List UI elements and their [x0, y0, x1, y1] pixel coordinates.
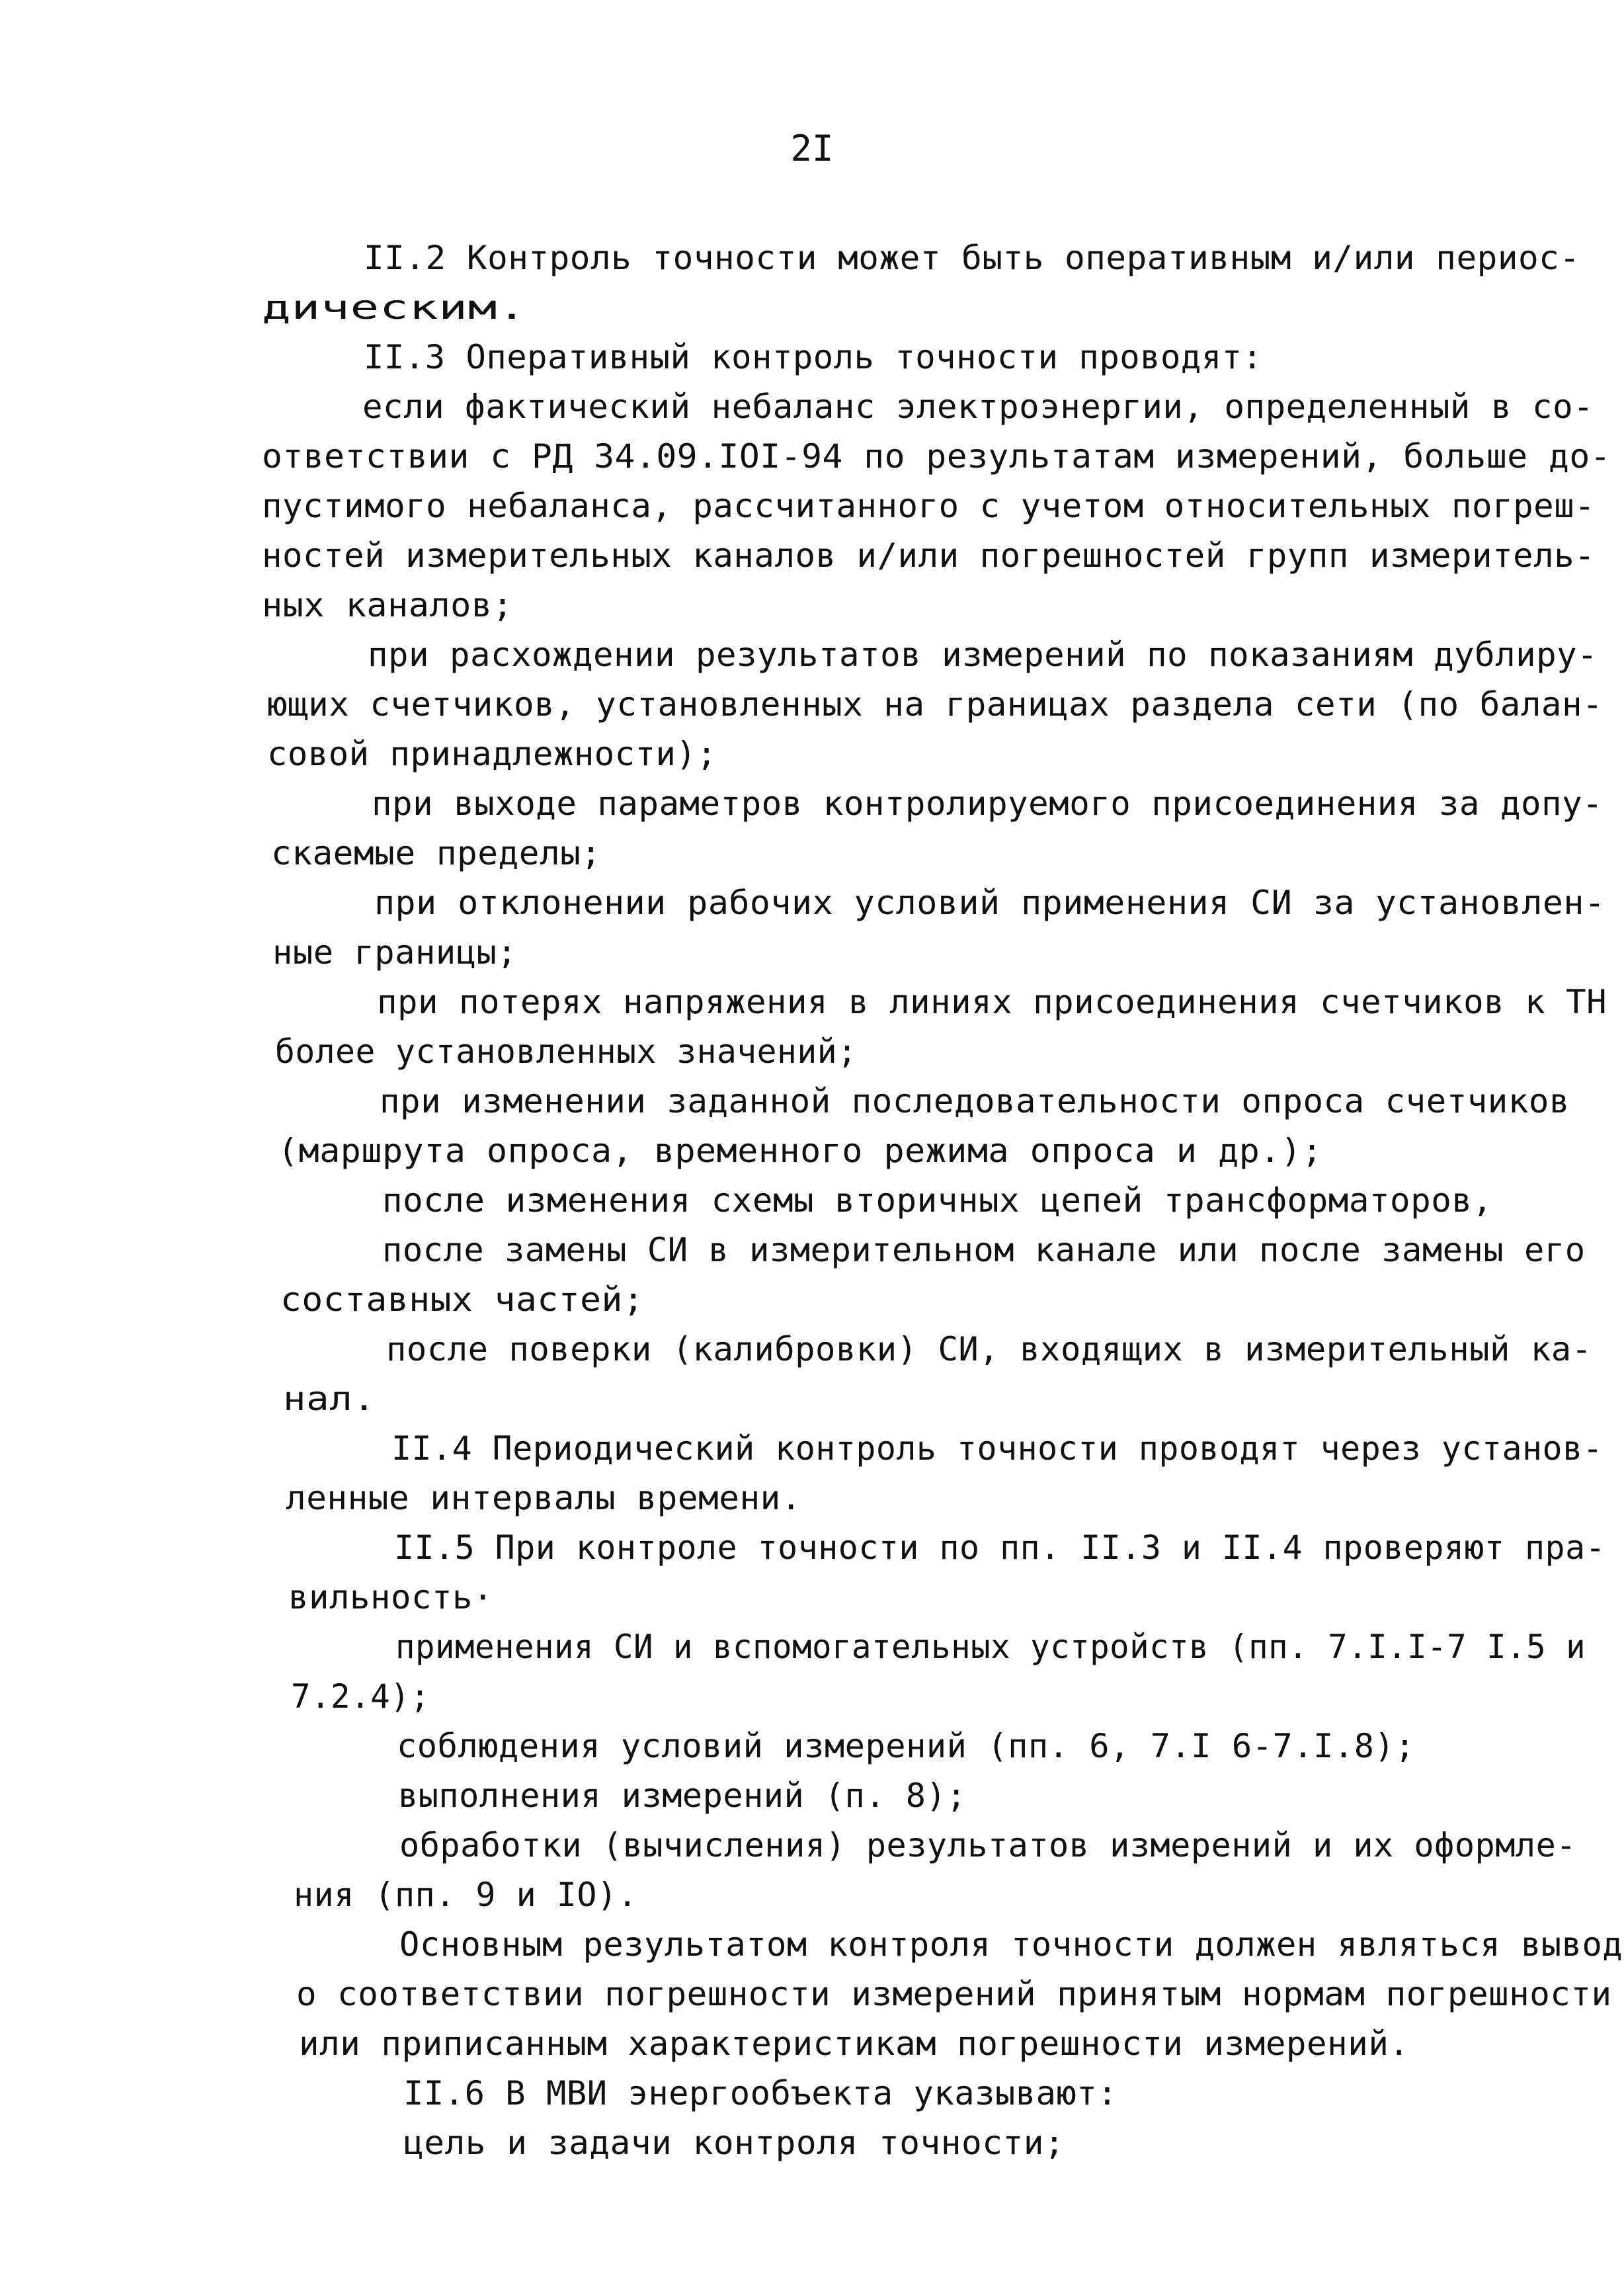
text-line: при выходе параметров контролируемого присоединения за допу- [372, 784, 1604, 823]
text-line: 7.2.4); [291, 1677, 430, 1716]
text-line: ностей измерительных каналов и/или погрешностей групп измеритель- [262, 536, 1596, 575]
text-line: скаемые пределы; [271, 834, 602, 872]
text-line: после замены СИ в измерительном канале или после замены его [382, 1231, 1586, 1269]
text-line: при изменении заданной последовательности опроса счетчиков [380, 1082, 1570, 1120]
text-line: совой принадлежности); [267, 735, 717, 773]
text-line: о соответствии погрешности измерений принятым нормам погрешности [296, 1975, 1612, 2013]
text-line: цель и задачи контроля точности; [403, 2124, 1065, 2162]
text-line: при расхождении результатов измерений по показаниям дублиру- [368, 636, 1598, 674]
text-line: II.3 Оперативный контроль точности проводят: [364, 338, 1263, 376]
text-line: применения СИ и вспомогательных устройств (пп. 7.I.I-7 I.5 и [395, 1628, 1586, 1666]
text-line: при отклонении рабочих условий применения СИ за установлен- [374, 884, 1605, 922]
text-line: II.2 Контроль точности может быть оперативным и/или периоc- [364, 239, 1580, 277]
text-line: нал. [283, 1380, 376, 1418]
text-line: ющих счетчиков, установленных на границах раздела сети (по балан- [267, 685, 1604, 724]
text-line: более установленных значений; [275, 1032, 858, 1071]
text-line: пустимого небаланса, рассчитанного с учетом относительных погреш- [262, 487, 1596, 525]
page-number: 2I [790, 128, 834, 169]
text-line: после изменения схемы вторичных цепей трансформаторов, [382, 1181, 1493, 1220]
text-line: при потерях напряжения в линиях присоединения счетчиков к ТН [377, 983, 1607, 1021]
text-line: II.6 В МВИ энергообъекта указывают: [403, 2074, 1118, 2112]
text-line: если фактический небаланс электроэнергии, определенный в со- [362, 388, 1594, 426]
text-line: II.5 При контроле точности по пп. II.3 и II.4 проверяют пра- [394, 1528, 1606, 1567]
text-line: составных частей; [280, 1280, 645, 1319]
text-line: (маршрута опроса, временного режима опроса и др.); [278, 1132, 1323, 1170]
text-line: вильность· [288, 1578, 494, 1616]
text-line: дическим. [262, 288, 527, 327]
text-line: обработки (вычисления) результатов измерений и их оформле- [399, 1826, 1576, 1864]
text-line: после поверки (калибровки) СИ, входящих в измерительный ка- [386, 1330, 1592, 1368]
text-line: соблюдения условий измерений (пп. 6, 7.I 6-7.I.8); [397, 1727, 1416, 1765]
text-line: ленные интервалы времени. [286, 1479, 802, 1517]
text-line: или приписанным характеристикам погрешности измерений. [299, 2024, 1410, 2063]
text-line: ные границы; [272, 933, 518, 972]
text-line: ния (пп. 9 и IO). [294, 1876, 638, 1914]
text-line: Основным результатом контроля точности должен являться вывод [399, 1925, 1623, 1964]
text-line: ответствии с РД 34.09.IOI-94 по результатам измерений, больше до- [262, 437, 1611, 476]
text-line: ных каналов; [262, 586, 514, 624]
text-line: II.4 Периодический контроль точности проводят через установ- [391, 1429, 1604, 1468]
text-line: выполнения измерений (п. 8); [398, 1776, 967, 1815]
